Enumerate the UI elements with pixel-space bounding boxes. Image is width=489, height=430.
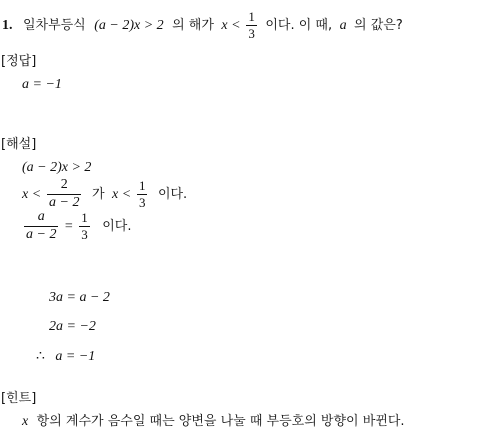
solution-label: [해설] [1,137,37,152]
solution-line2-lt: < [32,187,41,203]
problem-inequality: (a − 2)x > 2 [94,18,164,34]
problem-fraction-denominator: 3 [248,25,255,41]
solution-step-2: 2a = −2 [49,319,96,334]
answer-value: a = −1 [22,77,62,92]
solution-line2-fraction [47,178,81,210]
problem-a-var: a [339,18,347,34]
problem-text-end: 의 값은? [354,18,403,34]
therefore-symbol: ∴ [36,349,45,364]
solution-line3-fraction [24,210,58,242]
hint-x-var: x [22,414,29,429]
solution-step-1: 3a = a − 2 [49,290,110,305]
hint-label: [힌트] [1,391,37,406]
problem-number: 1. [2,18,13,34]
problem-x-var: x [221,18,228,34]
solution-line2-x: x [22,187,29,203]
problem-text-after: 이다. 이 때, [265,18,333,34]
solution-line3-fraction2-denominator: 3 [81,226,88,242]
solution-line3-fraction-numerator: a [24,210,58,227]
problem-fraction-numerator: 1 [248,9,255,24]
solution-line2-fraction-2 [137,179,148,209]
solution-line3-fraction-2 [79,211,90,241]
problem-text-before: 일차부등식 [22,18,86,34]
solution-line3-fraction-denominator: a − 2 [26,226,57,242]
solution-step-3 [36,349,95,364]
solution-line2-fraction-numerator: 2 [47,178,81,195]
solution-line2-ga: 가 [91,187,105,203]
solution-line2-x2: x [111,187,119,203]
problem-fraction [246,10,257,40]
solution-line2-fraction2-denominator: 3 [138,194,146,210]
solution-line3-eq: = [64,219,73,235]
solution-line2-lt2: < [122,187,131,203]
problem-lt: < [232,18,240,34]
hint-text: 항의 계수가 음수일 때는 양변을 나눌 때 부등호의 방향이 바뀐다. [36,414,405,429]
hint-line [22,414,405,429]
solution-line2-fraction2-numerator: 1 [138,178,146,194]
answer-label: [정답] [1,54,37,69]
problem-line [2,10,403,40]
solution-line-1: (a − 2)x > 2 [22,160,92,175]
solution-line-3 [22,210,131,242]
solution-line2-fraction-denominator: a − 2 [49,194,80,210]
problem-text-mid: 의 해가 [172,18,214,34]
solution-line-2 [22,178,187,210]
solution-step-3-value: a = −1 [55,349,96,364]
solution-line3-end: 이다. [102,219,132,235]
solution-line3-fraction2-numerator: 1 [81,210,88,226]
solution-line2-end: 이다. [157,187,188,203]
